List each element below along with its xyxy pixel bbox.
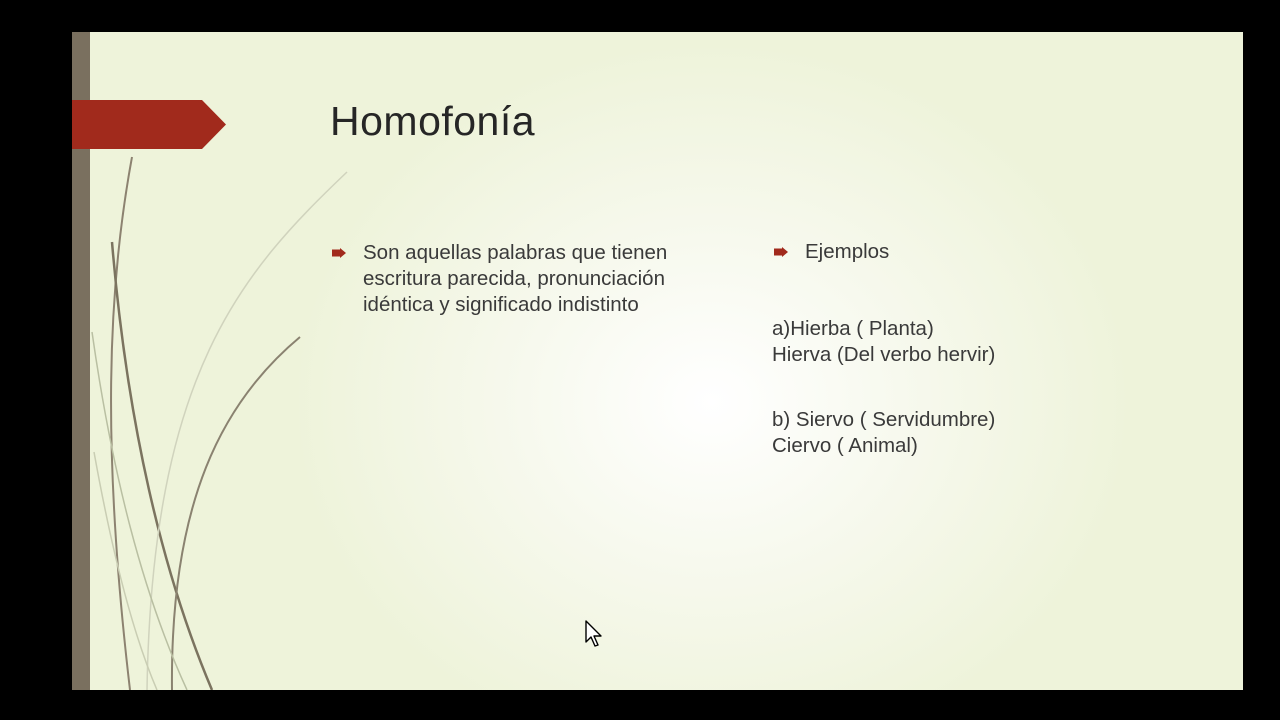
- left-column: [330, 240, 730, 318]
- slide-title: Homofonía: [330, 98, 536, 144]
- definition-bullet: [330, 240, 730, 318]
- title-flag-arrow: [72, 100, 226, 149]
- arrow-bullet-icon: [774, 247, 788, 257]
- example-a-line2: Hierva (Del verbo hervir): [772, 343, 996, 366]
- presentation-slide: [72, 32, 1243, 690]
- example-b-line2: Ciervo ( Animal): [772, 434, 918, 457]
- example-a-line1: a)Hierba ( Planta): [772, 317, 934, 340]
- example-b: [772, 407, 1112, 459]
- example-b-line1: b) Siervo ( Servidumbre): [772, 408, 996, 431]
- example-a: [772, 316, 1112, 368]
- definition-text: Son aquellas palabras que tienen escritura parecida, pronunciación idéntica y significado indistinto: [363, 241, 668, 316]
- mouse-pointer-icon: [585, 620, 603, 648]
- examples-bullet: [772, 239, 1112, 265]
- arrow-bullet-icon: [332, 248, 346, 258]
- examples-heading: Ejemplos: [805, 240, 890, 263]
- right-column: [772, 239, 1112, 459]
